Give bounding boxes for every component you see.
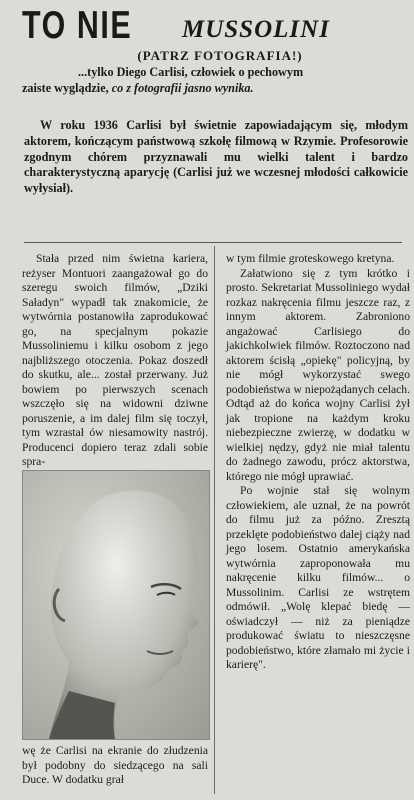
column-2-para-2: Załatwiono się z tym krótko i prosto. Sekretariat Mussoliniego wydał rozkaz nakręcenia filmu jeszcze raz, z innym aktorem. Zabroniono angażować Carlisiego do jakichkolwiek filmów. Roztoczono nad aktorem ścisłą „opiekę" policyjną, by nie mógł wykorzystać swego podobieństwa w niepożądanych celach. Odtąd aż do końca wojny Carlisi żył jak tropione na każdym kroku niebezpieczne zwierzę, w dodatku w wielkiej nędzy, gdyż nie miał talentu do żadnego zawodu, prócz aktorstwa, którego nie mógł uprawiać. xyxy=(226,266,410,483)
lead-line2a: zaiste wyglądzie, xyxy=(22,81,109,95)
column-2-para-3: Po wojnie stał się wolnym człowiekiem, ale uznał, że na powrót do filmu już za późno. Zresztą przeklęte podobieństwo dalej ciąży nad jego losem. Ostatnio amerykańska wytwórnia zaproponowała mu nakręcenie kilku filmów... o Mussolinim. Carlisi ze wstrętem odmówił. „Wolę klepać biedę — oświadczył — niż za pieniądze produkować światu to nieszczęsne podobieństwo, które złamało mi życie i karierę". xyxy=(226,484,410,671)
lead-paragraph xyxy=(22,64,410,96)
intro-paragraph: W roku 1936 Carlisi był świetnie zapowiadającym się, młodym aktorem, kończącym państwową szkołę filmową w Rzymie. Profesorowie zgodnym chórem przyznawali mu wielki talent i bardzo charakterystyczną aparycję (Carlisi już we wczesnej młodości całkowicie wyłysiał). xyxy=(24,118,408,196)
lead-line2b: co z fotografii jasno wynika. xyxy=(111,81,254,95)
column-2-para-1: w tym filmie groteskowego kretyna. xyxy=(226,252,395,265)
column-1-continued: wę że Carlisi na ekranie do złudzenia był podobny do siedzącego na sali Duce. W dodatku grał xyxy=(22,744,208,786)
lead-line1: ...tylko Diego Carlisi, człowiek o pechowym xyxy=(78,65,304,79)
subtitle: (PATRZ FOTOGRAFIA!) xyxy=(137,48,303,63)
column-2 xyxy=(226,252,410,673)
portrait-photo xyxy=(22,470,210,740)
column-1-top xyxy=(22,252,208,470)
column-divider xyxy=(214,246,215,794)
portrait-image xyxy=(23,471,209,739)
headline-part2: MUSSOLINI xyxy=(182,16,330,43)
column-1-text: Stała przed nim świetna kariera, reżyser Montuori zaangażował go do szeregu swoich filmów, „Dziki Saładyn" wypadł tak znakomicie, że wytwórnia postanowiła zaprodukować go, na specjalnym pokazie Mussoliniemu i kilku osobom z jego najbliższego otoczenia. Pokaz doszedł do skutku, ale... został przerwany. Już bowiem po pierwszych scenach wszczęło się na widowni dziwne poruszenie, a im dalej film się toczył, tym wzrastał ów niesamowity nastrój. Producenci dopiero teraz zdali sobie spra- xyxy=(22,252,208,468)
column-1-bottom xyxy=(22,744,208,788)
headline xyxy=(22,4,412,48)
headline-part1: TO NIE xyxy=(22,4,133,47)
divider-rule xyxy=(24,242,402,243)
